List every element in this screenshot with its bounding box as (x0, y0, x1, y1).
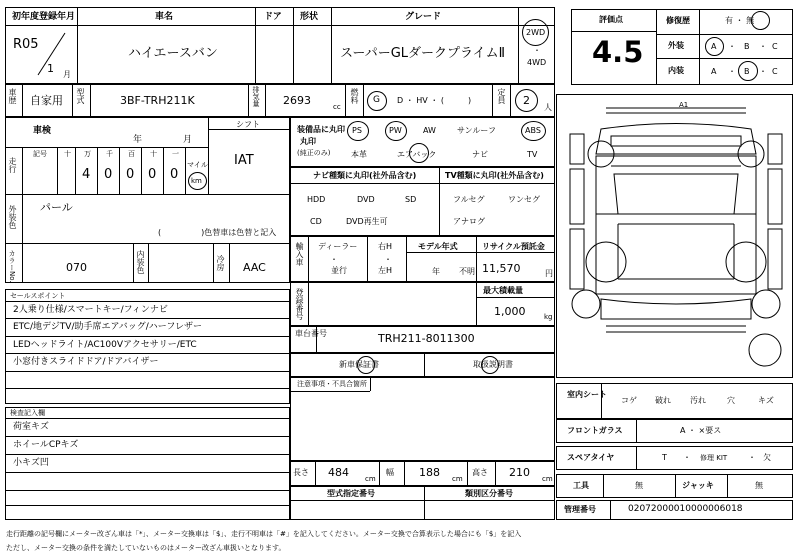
windshield-label: フロントガラス (567, 426, 623, 435)
notes-block (290, 377, 555, 461)
length-label: 長さ (293, 468, 309, 477)
sales-line: ETC/地デジTV/助手席エアバッグ/ハーフレザー (13, 322, 202, 332)
navi-dvd: DVD (357, 195, 375, 204)
equip-tv: TV (527, 150, 538, 159)
mgmt-label: 管理番号 (564, 505, 596, 514)
tv-oneseg: ワンセグ (508, 195, 540, 204)
tv-label: TV種類に丸印(社外品含む) (445, 171, 544, 180)
equip-ps: PS (352, 126, 362, 135)
mgmt-value: 02072000010000006018 (628, 504, 743, 514)
recycle-value: 11,570 (482, 262, 521, 275)
windshield-value: A ・ ×要ス (680, 426, 722, 435)
interior-color-label: 内装色 (136, 250, 145, 274)
mileage-digit: 0 (148, 167, 157, 182)
spec-row (5, 84, 555, 117)
equip-leather: 本革 (351, 150, 367, 159)
car-name-label: 車名 (155, 12, 174, 22)
exterior-label: 外装 (668, 41, 684, 50)
inspector-label: 検査記入欄 (10, 409, 45, 417)
repair-circle (751, 11, 770, 30)
km-label: km (191, 177, 202, 185)
sales-line: 2人乗り仕様/スマートキー/フィンナビ (13, 305, 168, 315)
interior-label: 内装 (668, 66, 684, 75)
mileage-digit: 0 (170, 167, 179, 182)
equipment-subtitle: (純正のみ) (297, 149, 331, 157)
equip-pw: PW (389, 126, 402, 135)
sheet-item: コゲ (621, 396, 637, 405)
notes-label: 注意事項・不具合箇所 (297, 380, 367, 388)
reg-no-label: 登録番号 (295, 288, 304, 320)
displacement-value: 2693 (283, 94, 311, 107)
mileage-digit: 0 (126, 167, 135, 182)
docs-block (290, 353, 555, 377)
width-value: 188 (419, 466, 440, 479)
interior-sheet-label: 室内シート (567, 390, 607, 399)
grade-value: スーパーGLダークプライムⅡ (340, 46, 506, 61)
width-label: 幅 (386, 468, 394, 477)
warranty-doc: 新車保証書 (339, 360, 379, 369)
color-no-value: 070 (66, 261, 87, 274)
use-value: 自家用 (30, 94, 63, 107)
sheet-item: キズ (758, 396, 774, 405)
load-label: 最大積載量 (483, 286, 523, 295)
mileage-digit: 4 (82, 167, 91, 182)
load-value: 1,000 (494, 305, 526, 318)
import-label: 輸入車 (295, 242, 304, 266)
tools-value: 無 (635, 481, 643, 490)
navi-dvd-play: DVD再生可 (346, 217, 388, 226)
navi-hdd: HDD (307, 195, 326, 204)
inspection-label: 車検 (33, 126, 52, 136)
type-label: 型式指定番号 (327, 489, 375, 498)
capacity-value: 2 (523, 94, 530, 107)
model-year-value: 不明 (459, 267, 475, 276)
equipment-title: 装備品に丸印 (297, 125, 345, 134)
inspector-line: 小キズ凹 (13, 458, 49, 468)
navi-cd: CD (310, 217, 322, 226)
footer-note: 走行距離の記号欄にメーター改ざん車は「*」、メーター交換車は「$」、走行不明車は「#」を記入してください。メーター交換で合算表示した場合にも「$」を記入 (6, 530, 522, 538)
shape-label: 形状 (300, 12, 319, 22)
grade-label: グレード (405, 12, 442, 22)
tv-analog: アナログ (453, 217, 485, 226)
spare-kit: 修理 KIT (700, 454, 728, 462)
shift-value: IAT (234, 153, 254, 168)
drive-4wd: 4WD (527, 58, 547, 67)
equip-airbag: エアバック (397, 150, 437, 159)
footer-note: ただし、メーター交換の条件を満たしていないものはメーター改ざん車扱いとなります。 (6, 544, 286, 552)
mileage-digit: 0 (104, 167, 113, 182)
color-label: 外装色 (8, 205, 17, 229)
import-parallel: 並行 (331, 266, 347, 275)
fuel-options: D ・ HV ・ ( ) (397, 96, 472, 105)
car-name: ハイエースバン (128, 46, 218, 61)
score-value: 4.5 (592, 35, 644, 69)
equip-aw: AW (423, 126, 436, 135)
first-reg-month: 1 (47, 62, 54, 75)
diagram-marker: A1 (679, 101, 689, 109)
door-label: ドア (264, 12, 282, 22)
sheet-item: 汚れ (690, 396, 706, 405)
equip-abs: ABS (525, 126, 541, 135)
navi-label: ナビ種類に丸印(社外品含む) (313, 171, 417, 180)
height-label: 高さ (472, 468, 488, 477)
sales-line: LEDヘッドライト/AC100Vアクセサリー/ETC (13, 340, 197, 350)
color-note: ( )色替車は色替と記入 (158, 228, 277, 237)
drive-2wd: 2WD (526, 28, 546, 37)
mileage-label: 走行 (8, 157, 17, 173)
equip-sunroof: サンルーフ (457, 126, 496, 135)
color-value: パール (40, 201, 73, 214)
sheet-item: 穴 (727, 396, 735, 405)
sales-line: 小窓付きスライドドア/ドアバイザー (13, 357, 159, 367)
mileage-symbol-label: 記号 (33, 150, 47, 158)
repair-label: 修復歴 (666, 16, 690, 25)
model-value: 3BF-TRH211K (120, 94, 195, 107)
sales-label: セールスポイント (10, 292, 66, 300)
ac-label: 冷房 (216, 255, 225, 271)
displacement-label: 排気量 (252, 86, 260, 107)
mile-label: マイル (187, 161, 208, 169)
chassis-label: 車台番号 (295, 329, 327, 338)
ac-value: AAC (243, 261, 266, 274)
repair-options: 有 ・ 無 (725, 16, 755, 25)
first-reg-label: 初年度登録年月 (12, 12, 76, 22)
import-right-h: 右H (378, 242, 393, 251)
import-left-h: 左H (378, 266, 393, 275)
use-label: 車歴 (8, 88, 17, 104)
inspector-line: ホイールCPキズ (13, 440, 79, 450)
fuel-g: G (373, 95, 380, 105)
shift-label: シフト (236, 120, 260, 129)
tools-label: 工具 (573, 481, 589, 490)
score-label: 評価点 (599, 15, 623, 24)
first-reg-era: R05 (13, 37, 39, 52)
capacity-label: 定員 (497, 88, 506, 104)
model-label: 型式 (76, 88, 85, 104)
navi-sd: SD (405, 195, 417, 204)
recycle-label: リサイクル預託金 (482, 242, 545, 251)
model-year-label: モデル年式 (418, 242, 458, 251)
height-value: 210 (509, 466, 530, 479)
category-label: 類別区分番号 (465, 489, 513, 498)
car-diagram (556, 94, 793, 378)
manual-doc: 取扱説明書 (473, 360, 513, 369)
fuel-label: 燃料 (350, 88, 359, 104)
color-no-label: カラーNo. (8, 250, 16, 283)
equip-navi: ナビ (472, 150, 488, 159)
spare-label: スペアタイヤ (567, 453, 615, 462)
sheet-item: 破れ (655, 396, 671, 405)
import-dealer: ディーラー (318, 242, 358, 251)
inspector-line: 荷室キズ (13, 422, 49, 432)
jack-label: ジャッキ (682, 481, 714, 490)
length-value: 484 (328, 466, 349, 479)
chassis-value: TRH211-8011300 (378, 332, 475, 345)
jack-value: 無 (755, 481, 763, 490)
tv-fullseg: フルセグ (453, 195, 485, 204)
